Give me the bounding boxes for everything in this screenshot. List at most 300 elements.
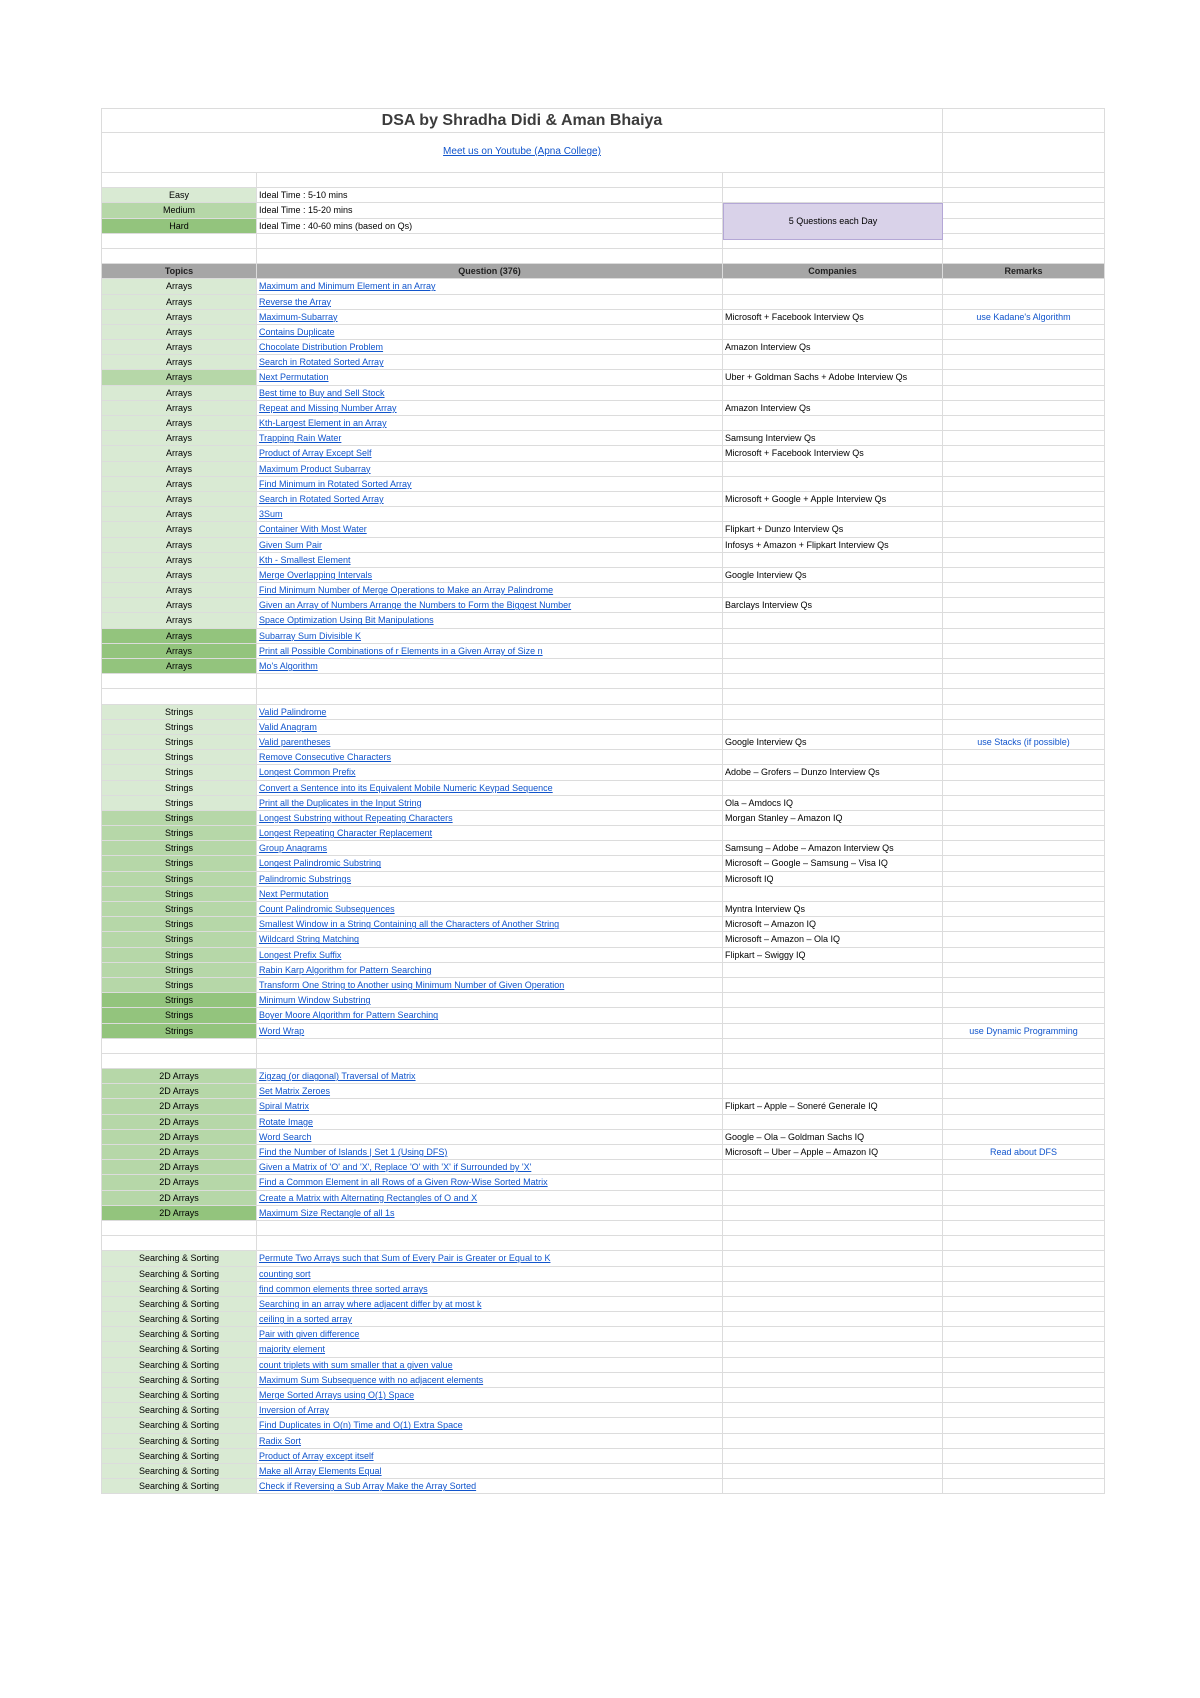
- topic-cell: Arrays: [101, 401, 257, 415]
- companies-cell: Barclays Interview Qs: [723, 598, 943, 612]
- table-row: [101, 340, 1105, 355]
- table-row: [101, 401, 1105, 416]
- table-row: [101, 492, 1105, 507]
- question-link[interactable]: Boyer Moore Algorithm for Pattern Searching: [259, 1010, 439, 1021]
- question-cell: [257, 796, 723, 810]
- question-cell: [257, 887, 723, 901]
- table-row: [101, 705, 1105, 720]
- question-link[interactable]: Repeat and Missing Number Array: [259, 402, 397, 413]
- topic-cell: Searching & Sorting: [101, 1403, 257, 1417]
- companies-cell: [723, 720, 943, 734]
- table-row: [101, 462, 1105, 477]
- companies-cell: Infosys + Amazon + Flipkart Interview Qs: [723, 538, 943, 552]
- table-row: [101, 887, 1105, 902]
- companies-cell: [723, 705, 943, 719]
- question-cell: [257, 613, 723, 627]
- topic-cell: Strings: [101, 917, 257, 931]
- remarks-cell: [943, 841, 1105, 855]
- question-cell: [257, 1373, 723, 1387]
- table-row: [101, 948, 1105, 963]
- question-link[interactable]: Maximum Product Subarray: [259, 463, 371, 474]
- topic-cell: Arrays: [101, 340, 257, 354]
- question-link[interactable]: majority element: [259, 1344, 326, 1355]
- table-row: [101, 1024, 1105, 1039]
- remarks-cell: [943, 325, 1105, 339]
- question-link[interactable]: Maximum-Subarray: [259, 311, 338, 322]
- remarks-cell: [943, 522, 1105, 536]
- question-link[interactable]: Chocolate Distribution Problem: [259, 342, 384, 353]
- question-link[interactable]: Longest Palindromic Substring: [259, 858, 382, 869]
- remarks-cell: [943, 1282, 1105, 1296]
- question-link[interactable]: ceiling in a sorted array: [259, 1314, 353, 1325]
- question-link[interactable]: Zigzag (or diagonal) Traversal of Matrix: [259, 1071, 416, 1082]
- companies-cell: [723, 1069, 943, 1083]
- legend-time: Ideal Time : 5-10 mins: [257, 188, 723, 202]
- question-link[interactable]: Group Anagrams: [259, 843, 328, 854]
- topic-cell: Arrays: [101, 355, 257, 369]
- table-row: [101, 841, 1105, 856]
- question-link[interactable]: Merge Sorted Arrays using O(1) Space: [259, 1390, 415, 1400]
- question-link[interactable]: Longest Common Prefix: [259, 767, 356, 778]
- remarks-cell: [943, 386, 1105, 400]
- topic-cell: 2D Arrays: [101, 1069, 257, 1083]
- question-link[interactable]: Space Optimization Using Bit Manipulations: [259, 615, 434, 626]
- table-row: [101, 370, 1105, 385]
- table-row: [101, 295, 1105, 310]
- companies-cell: [723, 1327, 943, 1341]
- remarks-cell: [943, 1327, 1105, 1341]
- question-cell: [257, 538, 723, 552]
- topic-cell: Searching & Sorting: [101, 1297, 257, 1311]
- remarks-cell: [943, 340, 1105, 354]
- topic-cell: 2D Arrays: [101, 1130, 257, 1144]
- remarks-cell: [943, 431, 1105, 445]
- question-link[interactable]: Rotate Image: [259, 1116, 314, 1127]
- topic-cell: Arrays: [101, 325, 257, 339]
- question-link[interactable]: Given a Matrix of 'O' and 'X', Replace 'O' with 'X' if Surrounded by 'X': [259, 1162, 532, 1173]
- question-cell: [257, 872, 723, 886]
- companies-cell: [723, 1297, 943, 1311]
- question-link[interactable]: Convert a Sentence into its Equivalent Mobile Numeric Keypad Sequence: [259, 782, 553, 793]
- question-link[interactable]: Find a Common Element in all Rows of a Given Row-Wise Sorted Matrix: [259, 1177, 548, 1188]
- five-questions-note: 5 Questions each Day: [723, 203, 943, 240]
- question-cell: [257, 1191, 723, 1205]
- question-link[interactable]: Find Minimum Number of Merge Operations to Make an Array Palindrome: [259, 585, 554, 596]
- question-link[interactable]: Next Permutation: [259, 372, 329, 383]
- question-link[interactable]: Product of Array except itself: [259, 1450, 374, 1461]
- question-cell: [257, 856, 723, 870]
- question-link[interactable]: Print all the Duplicates in the Input String: [259, 797, 422, 808]
- question-cell: [257, 1434, 723, 1448]
- companies-cell: Myntra Interview Qs: [723, 902, 943, 916]
- companies-cell: [723, 1464, 943, 1478]
- question-link[interactable]: Smallest Window in a String Containing all the Characters of Another String: [259, 919, 560, 930]
- question-cell: [257, 553, 723, 567]
- question-link[interactable]: Search in Rotated Sorted Array: [259, 357, 384, 368]
- companies-cell: [723, 826, 943, 840]
- remarks-cell: Read about DFS: [943, 1145, 1105, 1159]
- question-cell: [257, 1099, 723, 1113]
- remarks-cell: [943, 644, 1105, 658]
- table-row: [101, 279, 1105, 294]
- remarks-cell: [943, 1206, 1105, 1220]
- topic-cell: Strings: [101, 902, 257, 916]
- topic-cell: Arrays: [101, 446, 257, 460]
- question-link[interactable]: Maximum and Minimum Element in an Array: [259, 281, 436, 292]
- question-link[interactable]: Trapping Rain Water: [259, 433, 342, 444]
- remarks-cell: [943, 553, 1105, 567]
- companies-cell: [723, 462, 943, 476]
- question-link[interactable]: Spiral Matrix: [259, 1101, 310, 1112]
- question-cell: [257, 446, 723, 460]
- remarks-cell: [943, 811, 1105, 825]
- companies-cell: [723, 386, 943, 400]
- table-row: [101, 735, 1105, 750]
- table-row: [101, 629, 1105, 644]
- table-row: [101, 1388, 1105, 1403]
- remarks-cell: [943, 1297, 1105, 1311]
- table-row: [101, 568, 1105, 583]
- question-link[interactable]: Find Duplicates in O(n) Time and O(1) Extra Space: [259, 1420, 463, 1431]
- topic-cell: Arrays: [101, 462, 257, 476]
- table-row: [101, 613, 1105, 628]
- question-link[interactable]: Print all Possible Combinations of r Elements in a Given Array of Size n: [259, 645, 543, 656]
- topic-cell: Arrays: [101, 553, 257, 567]
- companies-cell: [723, 295, 943, 309]
- question-link[interactable]: Word Wrap: [259, 1025, 305, 1036]
- remarks-cell: [943, 902, 1105, 916]
- remarks-cell: [943, 659, 1105, 673]
- legend-level: Medium: [101, 203, 257, 217]
- remarks-cell: [943, 781, 1105, 795]
- header-companies: Companies: [723, 264, 943, 278]
- topic-cell: Searching & Sorting: [101, 1464, 257, 1478]
- question-cell: [257, 1297, 723, 1311]
- companies-cell: Google – Ola – Goldman Sachs IQ: [723, 1130, 943, 1144]
- question-link[interactable]: Kth-Largest Element in an Array: [259, 418, 387, 428]
- question-link[interactable]: Mo's Algorithm: [259, 661, 318, 671]
- topic-cell: Strings: [101, 781, 257, 795]
- remarks-cell: [943, 1479, 1105, 1493]
- companies-cell: [723, 1373, 943, 1387]
- question-table: [101, 279, 1105, 1494]
- remarks-cell: use Dynamic Programming: [943, 1024, 1105, 1038]
- companies-cell: Microsoft IQ: [723, 872, 943, 886]
- remarks-cell: [943, 1175, 1105, 1189]
- topic-cell: Strings: [101, 735, 257, 749]
- topic-cell: 2D Arrays: [101, 1099, 257, 1113]
- table-row: [101, 978, 1105, 993]
- legend-time: Ideal Time : 40-60 mins (based on Qs): [257, 219, 723, 233]
- topic-cell: Arrays: [101, 431, 257, 445]
- question-cell: [257, 401, 723, 415]
- question-cell: [257, 659, 723, 673]
- companies-cell: [723, 583, 943, 597]
- question-link[interactable]: Permute Two Arrays such that Sum of Every Pair is Greater or Equal to K: [259, 1253, 551, 1264]
- question-cell: [257, 993, 723, 1007]
- topic-cell: Arrays: [101, 279, 257, 293]
- topic-cell: Searching & Sorting: [101, 1449, 257, 1463]
- question-cell: [257, 431, 723, 445]
- question-link[interactable]: Searching in an array where adjacent differ by at most k: [259, 1298, 482, 1309]
- companies-cell: [723, 477, 943, 491]
- question-link[interactable]: Given Sum Pair: [259, 539, 323, 550]
- companies-cell: Microsoft – Google – Samsung – Visa IQ: [723, 856, 943, 870]
- topic-cell: 2D Arrays: [101, 1145, 257, 1159]
- topic-cell: Strings: [101, 932, 257, 946]
- companies-cell: [723, 416, 943, 430]
- youtube-row: [101, 133, 1105, 173]
- question-cell: [257, 948, 723, 962]
- question-cell: [257, 568, 723, 582]
- question-cell: [257, 1160, 723, 1174]
- question-link[interactable]: Valid Palindrome: [259, 706, 327, 717]
- question-cell: [257, 1312, 723, 1326]
- header-remarks: Remarks: [943, 264, 1105, 278]
- question-link[interactable]: Contains Duplicate: [259, 326, 335, 337]
- question-link[interactable]: Longest Repeating Character Replacement: [259, 828, 433, 839]
- table-row: [101, 826, 1105, 841]
- question-cell: [257, 370, 723, 384]
- companies-cell: [723, 659, 943, 673]
- question-link[interactable]: Merge Overlapping Intervals: [259, 569, 373, 580]
- remarks-cell: [943, 1069, 1105, 1083]
- remarks-cell: [943, 826, 1105, 840]
- question-cell: [257, 629, 723, 643]
- question-cell: [257, 735, 723, 749]
- remarks-cell: [943, 568, 1105, 582]
- table-row: [101, 477, 1105, 492]
- companies-cell: [723, 279, 943, 293]
- question-cell: [257, 781, 723, 795]
- difficulty-legend: [101, 188, 1105, 234]
- question-link[interactable]: Search in Rotated Sorted Array: [259, 493, 384, 504]
- legend-row: [101, 188, 1105, 203]
- companies-cell: [723, 1251, 943, 1265]
- remarks-cell: [943, 872, 1105, 886]
- question-cell: [257, 1024, 723, 1038]
- question-cell: [257, 1267, 723, 1281]
- question-link[interactable]: Pair with given difference: [259, 1329, 360, 1340]
- topic-cell: Arrays: [101, 522, 257, 536]
- question-link[interactable]: Minimum Window Substring: [259, 995, 371, 1006]
- question-link[interactable]: Remove Consecutive Characters: [259, 752, 392, 763]
- topic-cell: 2D Arrays: [101, 1115, 257, 1129]
- remarks-cell: [943, 1342, 1105, 1356]
- question-link[interactable]: Subarray Sum Divisible K: [259, 630, 362, 641]
- topic-cell: Searching & Sorting: [101, 1312, 257, 1326]
- table-row: [101, 1115, 1105, 1130]
- question-link[interactable]: Maximum Size Rectangle of all 1s: [259, 1207, 395, 1218]
- question-cell: [257, 963, 723, 977]
- page-title: DSA by Shradha Didi & Aman Bhaiya: [101, 109, 943, 132]
- remarks-cell: [943, 507, 1105, 521]
- companies-cell: [723, 1008, 943, 1022]
- question-cell: [257, 522, 723, 536]
- table-row: [101, 856, 1105, 871]
- companies-cell: Google Interview Qs: [723, 568, 943, 582]
- spreadsheet: [101, 108, 1105, 1494]
- topic-cell: Searching & Sorting: [101, 1358, 257, 1372]
- table-row: [101, 1084, 1105, 1099]
- topic-cell: Searching & Sorting: [101, 1282, 257, 1296]
- table-row: [101, 1191, 1105, 1206]
- remarks-cell: [943, 1312, 1105, 1326]
- question-cell: [257, 1175, 723, 1189]
- table-row: [101, 1312, 1105, 1327]
- companies-cell: [723, 1358, 943, 1372]
- question-cell: [257, 1008, 723, 1022]
- remarks-cell: [943, 370, 1105, 384]
- question-cell: [257, 1464, 723, 1478]
- question-link[interactable]: 3Sum: [259, 509, 283, 520]
- question-link[interactable]: count triplets with sum smaller that a given value: [259, 1359, 453, 1370]
- table-row: [101, 1327, 1105, 1342]
- question-link[interactable]: Rabin Karp Algorithm for Pattern Searching: [259, 964, 432, 975]
- question-link[interactable]: counting sort: [259, 1268, 311, 1279]
- companies-cell: [723, 1312, 943, 1326]
- remarks-cell: [943, 1267, 1105, 1281]
- topic-cell: Strings: [101, 872, 257, 886]
- remarks-cell: [943, 1358, 1105, 1372]
- question-link[interactable]: Kth - Smallest Element: [259, 554, 351, 565]
- table-row: [101, 1297, 1105, 1312]
- table-row: [101, 932, 1105, 947]
- table-row: [101, 1130, 1105, 1145]
- companies-cell: Amazon Interview Qs: [723, 401, 943, 415]
- question-cell: [257, 477, 723, 491]
- question-link[interactable]: Inversion of Array: [259, 1405, 330, 1416]
- question-link[interactable]: Longest Prefix Suffix: [259, 949, 342, 960]
- question-link[interactable]: Set Matrix Zeroes: [259, 1086, 331, 1097]
- topic-cell: Searching & Sorting: [101, 1251, 257, 1265]
- question-link[interactable]: Make all Array Elements Equal: [259, 1465, 382, 1476]
- question-link[interactable]: Radix Sort: [259, 1435, 302, 1446]
- remarks-cell: [943, 1084, 1105, 1098]
- remarks-cell: [943, 978, 1105, 992]
- question-link[interactable]: Palindromic Substrings: [259, 873, 352, 884]
- topic-cell: Arrays: [101, 507, 257, 521]
- table-row: [101, 598, 1105, 613]
- question-link[interactable]: Maximum Sum Subsequence with no adjacent elements: [259, 1374, 484, 1385]
- topic-cell: Strings: [101, 963, 257, 977]
- companies-cell: [723, 887, 943, 901]
- question-cell: [257, 325, 723, 339]
- question-link[interactable]: Transform One String to Another using Minimum Number of Given Operation: [259, 979, 565, 990]
- remarks-cell: [943, 963, 1105, 977]
- topic-cell: Arrays: [101, 644, 257, 658]
- topic-cell: Arrays: [101, 659, 257, 673]
- question-link[interactable]: Product of Array Except Self: [259, 448, 372, 459]
- companies-cell: [723, 1084, 943, 1098]
- remarks-cell: [943, 1251, 1105, 1265]
- question-link[interactable]: Find the Number of Islands | Set 1 (Using DFS): [259, 1147, 448, 1157]
- companies-cell: Microsoft – Uber – Apple – Amazon IQ: [723, 1145, 943, 1159]
- question-link[interactable]: Find Minimum in Rotated Sorted Array: [259, 478, 412, 489]
- question-cell: [257, 1251, 723, 1265]
- table-row: [101, 1069, 1105, 1084]
- question-link[interactable]: Next Permutation: [259, 888, 329, 899]
- companies-cell: [723, 1160, 943, 1174]
- question-cell: [257, 310, 723, 324]
- question-link[interactable]: Given an Array of Numbers Arrange the Numbers to Form the Biggest Number: [259, 600, 572, 611]
- question-link[interactable]: Wildcard String Matching: [259, 934, 360, 945]
- topic-cell: Strings: [101, 841, 257, 855]
- question-cell: [257, 1084, 723, 1098]
- remarks-cell: [943, 1464, 1105, 1478]
- remarks-cell: [943, 446, 1105, 460]
- topic-cell: Arrays: [101, 416, 257, 430]
- question-link[interactable]: Create a Matrix with Alternating Rectangles of O and X: [259, 1192, 478, 1203]
- question-cell: [257, 978, 723, 992]
- topic-cell: Strings: [101, 765, 257, 779]
- topic-cell: Arrays: [101, 613, 257, 627]
- table-row: [101, 1206, 1105, 1221]
- remarks-cell: [943, 279, 1105, 293]
- question-cell: [257, 917, 723, 931]
- remarks-cell: [943, 1191, 1105, 1205]
- topic-cell: 2D Arrays: [101, 1160, 257, 1174]
- table-row: [101, 1418, 1105, 1433]
- topic-cell: 2D Arrays: [101, 1191, 257, 1205]
- remarks-cell: [943, 401, 1105, 415]
- table-row: [101, 644, 1105, 659]
- topic-cell: Searching & Sorting: [101, 1327, 257, 1341]
- question-link[interactable]: find common elements three sorted arrays: [259, 1283, 428, 1294]
- question-link[interactable]: Valid parentheses: [259, 736, 331, 747]
- question-link[interactable]: Reverse the Array: [259, 296, 332, 307]
- companies-cell: Flipkart + Dunzo Interview Qs: [723, 522, 943, 536]
- table-row: [101, 1175, 1105, 1190]
- topic-cell: Arrays: [101, 370, 257, 384]
- topic-cell: Arrays: [101, 568, 257, 582]
- question-link[interactable]: Best time to Buy and Sell Stock: [259, 387, 385, 398]
- table-row: [101, 1479, 1105, 1494]
- question-link[interactable]: Valid Anagram: [259, 721, 317, 732]
- topic-cell: Arrays: [101, 629, 257, 643]
- companies-cell: [723, 1206, 943, 1220]
- question-cell: [257, 1403, 723, 1417]
- remarks-cell: [943, 796, 1105, 810]
- question-cell: [257, 583, 723, 597]
- companies-cell: [723, 644, 943, 658]
- legend-time: Ideal Time : 15-20 mins: [257, 203, 723, 217]
- table-row: [101, 781, 1105, 796]
- question-link[interactable]: Container With Most Water: [259, 524, 367, 535]
- remarks-cell: [943, 1130, 1105, 1144]
- header-topics: Topics: [101, 264, 257, 278]
- question-cell: [257, 1449, 723, 1463]
- question-link[interactable]: Word Search: [259, 1131, 312, 1142]
- question-cell: [257, 386, 723, 400]
- table-row: [101, 1358, 1105, 1373]
- companies-cell: [723, 553, 943, 567]
- topic-cell: Arrays: [101, 583, 257, 597]
- question-link[interactable]: Longest Substring without Repeating Characters: [259, 812, 453, 823]
- table-row: [101, 1282, 1105, 1297]
- remarks-cell: [943, 917, 1105, 931]
- table-row: [101, 355, 1105, 370]
- question-cell: [257, 811, 723, 825]
- legend-row: [101, 203, 1105, 218]
- table-row: [101, 1403, 1105, 1418]
- youtube-link[interactable]: Meet us on Youtube (Apna College): [443, 146, 601, 157]
- remarks-cell: [943, 856, 1105, 870]
- table-row: [101, 720, 1105, 735]
- question-cell: [257, 416, 723, 430]
- question-link[interactable]: Count Palindromic Subsequences: [259, 904, 395, 914]
- question-link[interactable]: Check if Reversing a Sub Array Make the Array Sorted: [259, 1481, 477, 1492]
